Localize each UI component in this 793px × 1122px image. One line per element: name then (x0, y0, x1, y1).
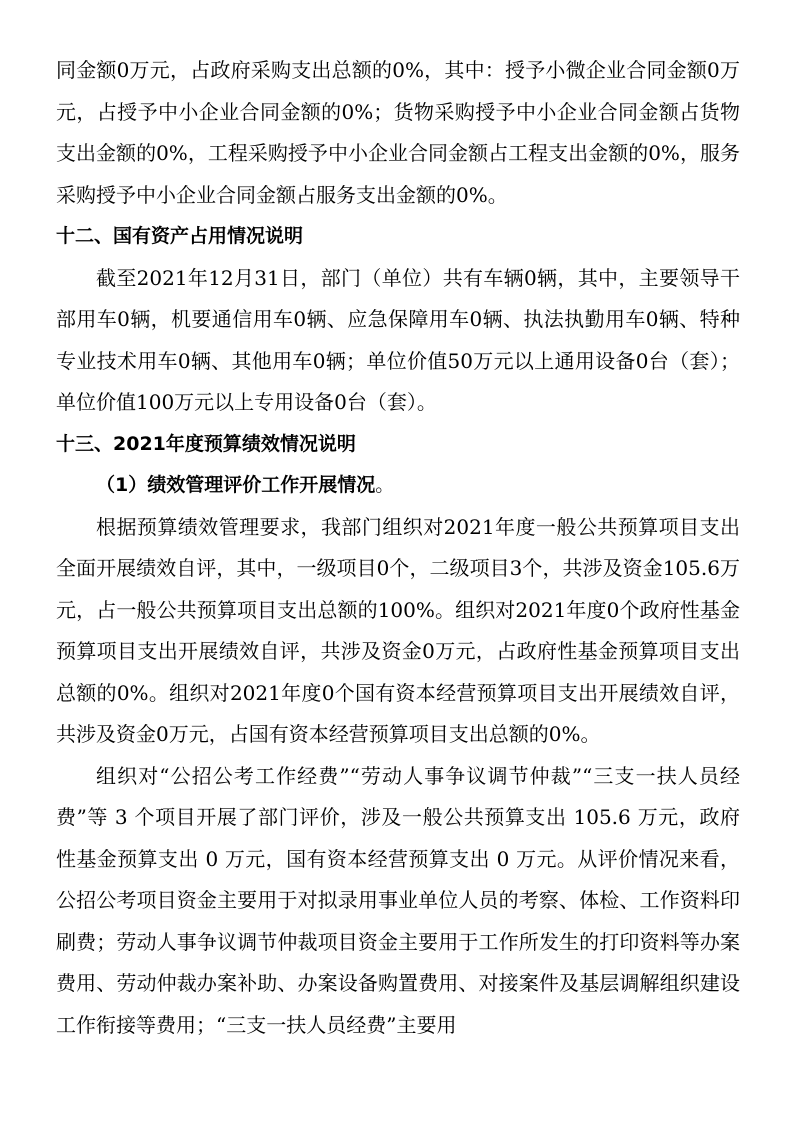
paragraph-self-evaluation: 根据预算绩效管理要求，我部门组织对2021年度一般公共预算项目支出全面开展绩效自评，其中，一级项目0个，二级项目3个，共涉及资金105.6万元，占一般公共预算项目支出总额的100%。组织对2021年度0个政府性基金预算项目支出开展绩效自评，共涉及资金0万元，占政府性基金预算项目支出总额的0%。组织对2021年度0个国有资本经营预算项目支出开展绩效自评，共涉及资金0万元，占国有资本经营预算项目支出总额的0%。 (56, 514, 740, 746)
subsection-heading-text: （1）绩效管理评价工作开展情况 (96, 474, 376, 496)
paragraph-department-evaluation: 组织对“公招公考工作经费”“劳动人事争议调节仲裁”“三支一扶人员经费”等 3 个项目开展了部门评价，涉及一般公共预算支出 105.6 万元，政府性基金预算支出 0 万元，国有资本经营预算支出 0 万元。从评价情况来看，公招公考项目资金主要用于对拟录用事业单位人员的考察、体检、工作资料印刷费；劳动人事争议调节仲裁项目资金主要用于工作所发生的打印资料等办案费用、劳动仲裁办案补助、办案设备购置费用、对接案件及基层调解组织建设工作衔接等费用；“三支一扶人员经费”主要用 (56, 763, 740, 1037)
paragraph-assets: 截至2021年12月31日，部门（单位）共有车辆0辆，其中，主要领导干部用车0辆，机要通信用车0辆、应急保障用车0辆、执法执勤用车0辆、特种专业技术用车0辆、其他用车0辆；单位价值50万元以上通用设备0台（套）；单位价值100万元以上专用设备0台（套）。 (56, 265, 740, 414)
section-heading-13: 十三、2021年度预算绩效情况说明 (56, 432, 356, 455)
document-page (56, 50, 740, 1046)
subsection-heading-1 (56, 465, 740, 507)
section-heading-12: 十二、国有资产占用情况说明 (56, 225, 304, 247)
subsection-heading-tail: 。 (375, 474, 395, 496)
paragraph-procurement: 同金额0万元，占政府采购支出总额的0%，其中：授予小微企业合同金额0万元，占授予中小企业合同金额的0%；货物采购授予中小企业合同金额占货物支出金额的0%，工程采购授予中小企业合同金额占工程支出金额的0%，服务采购授予中小企业合同金额占服务支出金额的0%。 (56, 58, 740, 207)
